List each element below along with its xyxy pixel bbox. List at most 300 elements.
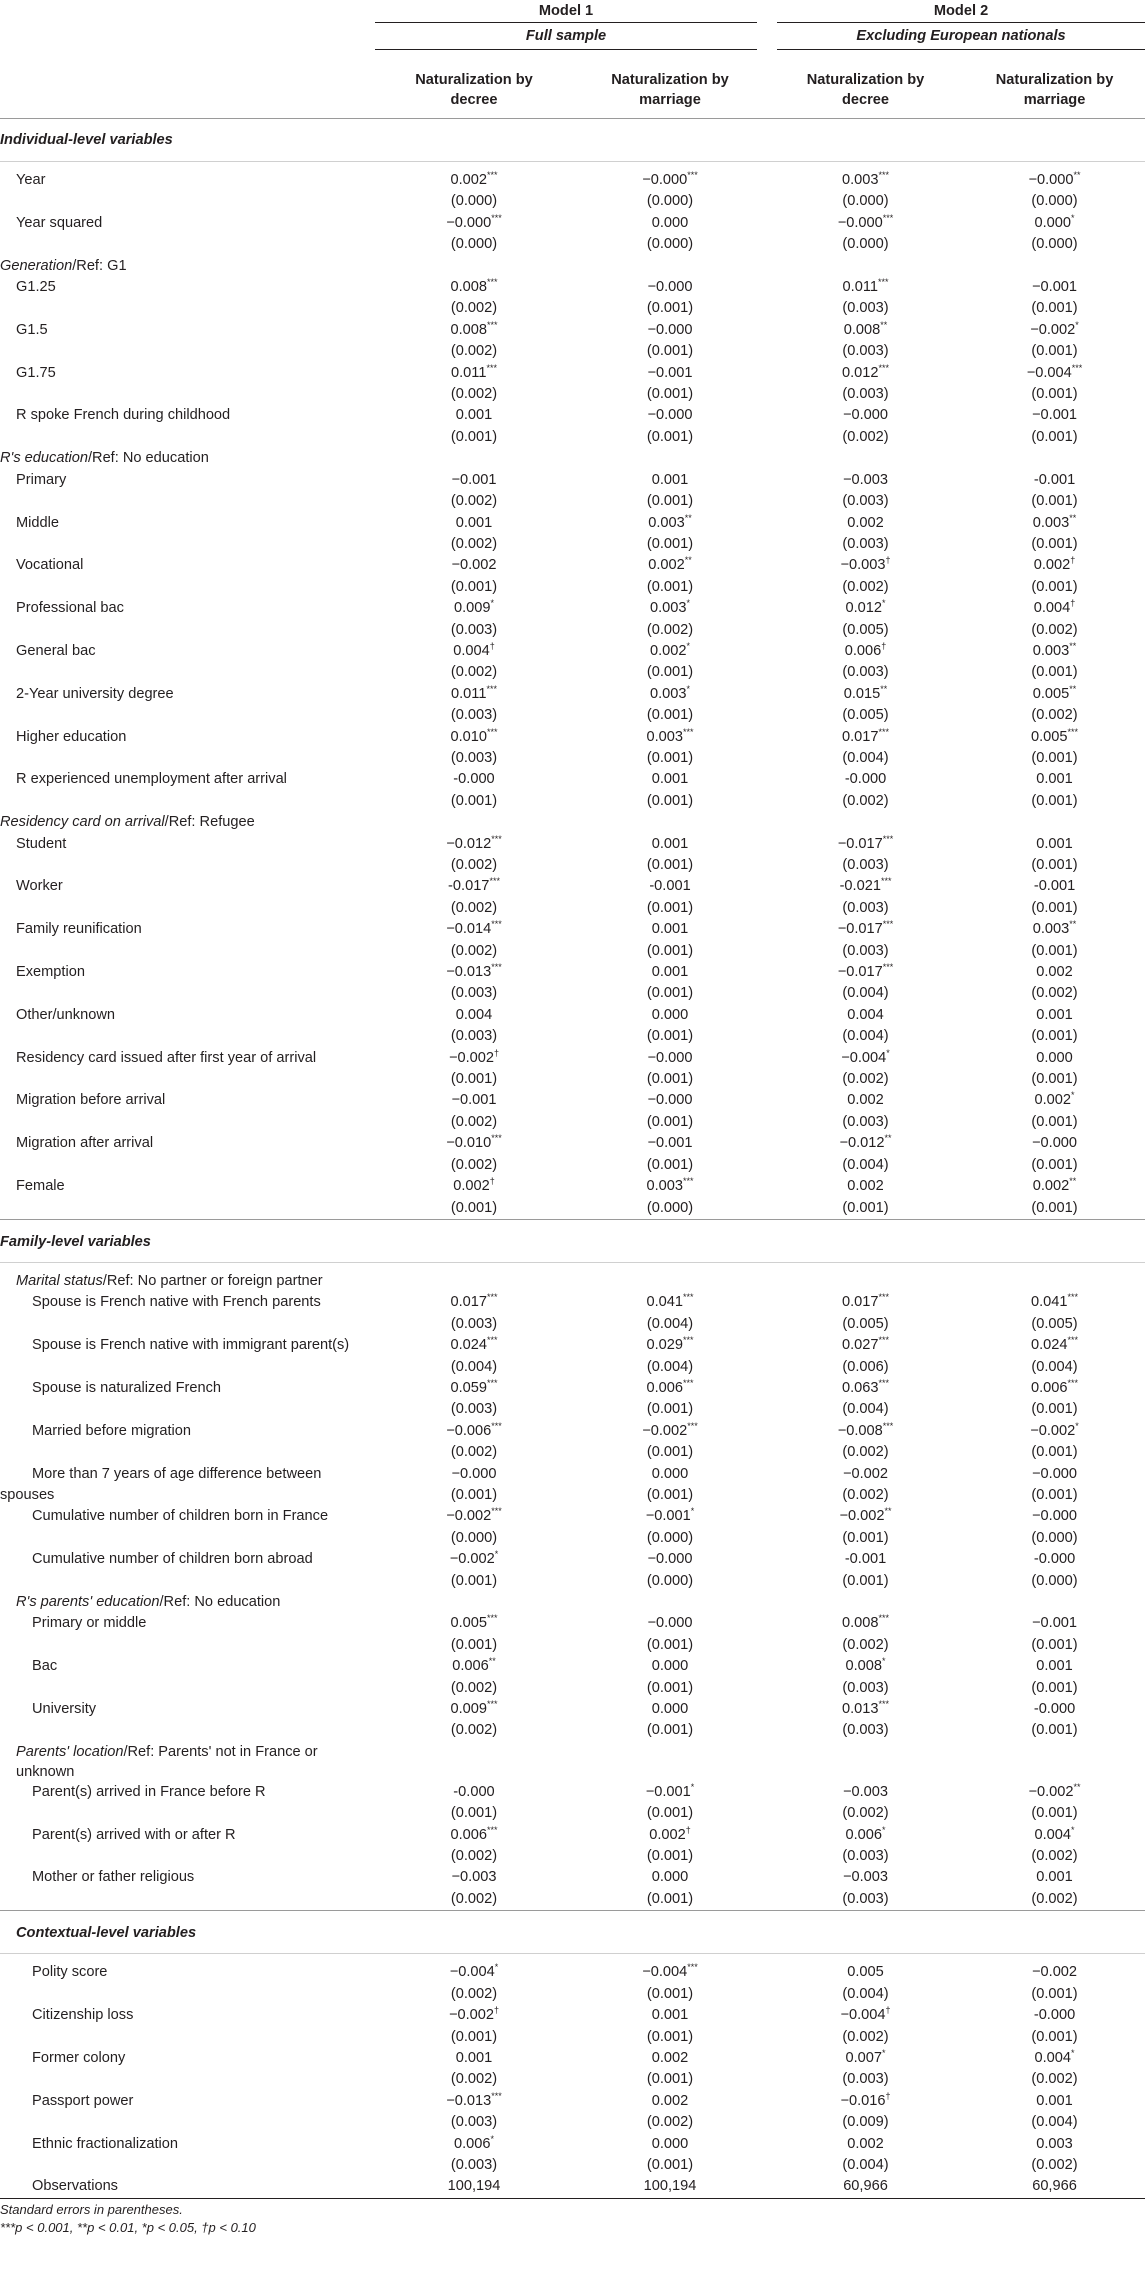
coefficient-cell: −0.016† — [840, 2090, 891, 2109]
standard-error-cell: (0.003) — [842, 1890, 889, 1907]
coefficient-cell: 0.003* — [649, 598, 691, 617]
standard-error-cell: (0.002) — [1031, 985, 1078, 1002]
se-row-french — [0, 427, 1145, 448]
standard-error-cell: (0.001) — [1031, 1636, 1078, 1653]
standard-error-cell: (0.004) — [646, 1315, 694, 1332]
group-name: Residency card on arrival — [0, 814, 165, 831]
significance-marker: *** — [683, 1335, 694, 1346]
standard-error-cell: (0.002) — [450, 2071, 498, 2088]
standard-error-cell: (0.003) — [450, 1401, 498, 1418]
standard-error-cell: (0.001) — [1031, 942, 1078, 959]
significance-marker: ** — [684, 512, 692, 523]
coefficient-cell: 0.002* — [649, 641, 691, 659]
significance-marker: *** — [1071, 362, 1083, 373]
observations-label: Observations — [0, 2176, 375, 2198]
significance-marker: *** — [878, 1335, 890, 1346]
coefficient-cell: 0.002*** — [450, 170, 498, 188]
standard-error-cell: (0.001) — [1031, 1199, 1078, 1216]
standard-error-cell: (0.000) — [450, 193, 498, 210]
coefficient-cell: −0.012*** — [446, 833, 502, 852]
coefficient-cell: −0.002* — [1030, 319, 1079, 338]
standard-error-cell: (0.001) — [1031, 493, 1078, 510]
standard-error-cell: (0.001) — [1031, 749, 1078, 766]
standard-error-cell: (0.002) — [842, 2028, 889, 2045]
coefficient-cell: -0.000 — [1033, 2007, 1076, 2024]
significance-marker: *** — [487, 1699, 498, 1710]
coefficient-cell: −0.010*** — [446, 1133, 502, 1152]
standard-error-cell: (0.005) — [842, 621, 889, 638]
standard-error-cell: (0.003) — [842, 942, 889, 959]
table-footnotes — [0, 2201, 256, 2237]
se-row-exemption — [0, 983, 1145, 1004]
coefficient-cell: −0.008*** — [837, 1420, 894, 1439]
coef-row-pbac — [0, 1656, 1145, 1677]
se-row-middle — [0, 534, 1145, 555]
coefficient-cell: 0.001 — [455, 407, 493, 424]
coefficient-cell: −0.001* — [645, 1506, 695, 1525]
coefficient-cell: 0.002 — [1036, 964, 1073, 981]
significance-marker: *** — [491, 1420, 502, 1431]
variable-label: Year squared — [16, 214, 103, 231]
coefficient-cell: 0.002 — [651, 2092, 689, 2109]
se-row-g175 — [0, 384, 1145, 405]
coefficient-cell: −0.017*** — [837, 919, 894, 938]
coefficient-cell: 0.004† — [1033, 598, 1076, 617]
coefficient-cell: −0.017*** — [837, 833, 894, 852]
standard-error-cell: (0.001) — [1031, 1401, 1078, 1418]
standard-error-cell: (0.003) — [842, 343, 889, 360]
se-row-childfr — [0, 1528, 1145, 1549]
standard-error-cell: (0.001) — [646, 899, 694, 916]
standard-error-cell: (0.003) — [450, 749, 498, 766]
standard-error-cell: (0.001) — [646, 664, 694, 681]
coefficient-cell: −0.003† — [840, 555, 891, 574]
significance-marker: † — [489, 1176, 495, 1187]
coefficient-cell: −0.017*** — [837, 962, 894, 981]
standard-error-cell: (0.001) — [646, 1071, 694, 1088]
standard-error-cell: (0.002) — [842, 1805, 889, 1822]
coefficient-cell: −0.002*** — [642, 1420, 698, 1439]
standard-error-cell: (0.001) — [646, 707, 694, 724]
coef-row-rescard — [0, 1048, 1145, 1069]
group-name: R's parents' education — [16, 1594, 160, 1610]
standard-error-cell: (0.003) — [842, 899, 889, 916]
coef-row-parbefore — [0, 1782, 1145, 1803]
significance-marker: *** — [882, 1420, 894, 1431]
significance-marker: *** — [878, 362, 890, 373]
significance-marker: ** — [880, 319, 888, 330]
standard-error-cell: (0.001) — [1031, 664, 1078, 681]
standard-error-cell: (0.003) — [450, 985, 498, 1002]
standard-error-cell: (0.002) — [1031, 621, 1078, 638]
coefficient-cell: 0.001 — [651, 471, 689, 488]
standard-error-cell: (0.001) — [646, 578, 694, 595]
coefficient-cell: 0.004 — [847, 1006, 884, 1023]
coefficient-cell: 0.004 — [455, 1006, 493, 1023]
observations-cell: 60,966 — [964, 2176, 1145, 2198]
significance-marker: * — [1071, 1090, 1075, 1101]
coefficient-cell: −0.002** — [839, 1506, 892, 1525]
standard-error-cell: (0.001) — [1031, 343, 1078, 360]
coefficient-cell: 0.011*** — [451, 683, 497, 702]
section-title: Family-level variables — [0, 1222, 1145, 1263]
coefficient-cell: −0.000 — [1032, 1465, 1078, 1482]
coefficient-cell: 0.001 — [651, 835, 689, 852]
standard-error-cell: (0.004) — [842, 1985, 889, 2002]
significance-marker: *** — [487, 1613, 498, 1624]
significance-marker: † — [489, 641, 495, 652]
column-header-row-1 — [0, 50, 1145, 71]
standard-error-cell: (0.003) — [450, 707, 498, 724]
se-row-year_sq — [0, 234, 1145, 255]
coefficient-cell: −0.002*** — [446, 1506, 502, 1525]
variable-label: Female — [16, 1178, 65, 1195]
group-name: R's education — [0, 450, 88, 467]
standard-error-cell: (0.001) — [646, 1486, 694, 1503]
coefficient-cell: 0.041*** — [1031, 1292, 1079, 1311]
standard-error-cell: (0.001) — [1031, 300, 1078, 317]
variable-label: Residency card issued after first year of arrival — [16, 1049, 317, 1066]
coefficient-cell: −0.003 — [451, 1869, 497, 1886]
standard-error-cell: (0.001) — [646, 792, 694, 809]
coefficient-cell: −0.001* — [645, 1781, 695, 1800]
coefficient-cell: −0.001 — [1032, 407, 1078, 424]
standard-error-cell: (0.001) — [1031, 1486, 1078, 1503]
se-row-family — [0, 941, 1145, 962]
coefficient-cell: −0.002† — [448, 2005, 500, 2024]
significance-marker: ** — [684, 555, 692, 566]
coef-row-unemp — [0, 769, 1145, 790]
coefficient-cell: 0.002 — [651, 2049, 689, 2066]
se-row-spouse_imm — [0, 1357, 1145, 1378]
coefficient-cell: 0.009*** — [450, 1699, 498, 1718]
coef-row-exemption — [0, 962, 1145, 983]
significance-marker: *** — [491, 1133, 502, 1144]
variable-label: Vocational — [16, 557, 84, 574]
standard-error-cell: (0.002) — [842, 1071, 889, 1088]
se-row-spouse_nat — [0, 1399, 1145, 1420]
coef-row-childab — [0, 1549, 1145, 1570]
coef-row-married — [0, 1421, 1145, 1442]
coef-row-migafter — [0, 1133, 1145, 1154]
coefficient-cell: 0.002** — [1032, 1176, 1077, 1195]
standard-error-cell: (0.002) — [842, 578, 889, 595]
coefficient-cell: −0.002** — [1028, 1781, 1081, 1800]
significance-marker: ** — [880, 683, 888, 694]
column-header-row-2 — [0, 70, 1145, 90]
coefficient-cell: 0.008*** — [450, 319, 498, 338]
significance-marker: * — [882, 1656, 886, 1667]
coefficient-cell: −0.000 — [647, 1092, 693, 1109]
coef-row-migbefore — [0, 1090, 1145, 1111]
se-row-primary — [0, 491, 1145, 512]
coefficient-cell: −0.001 — [1032, 1615, 1078, 1632]
standard-error-cell: (0.002) — [450, 1848, 498, 1865]
coef-row-polity — [0, 1962, 1145, 1983]
standard-error-cell: (0.003) — [842, 493, 889, 510]
coefficient-cell: 0.003** — [648, 512, 692, 531]
standard-error-cell: (0.000) — [842, 236, 889, 253]
standard-error-cell: (0.000) — [646, 193, 694, 210]
significance-marker: * — [690, 1781, 695, 1792]
coefficient-cell: -0.017*** — [448, 876, 500, 895]
group-reference: /Ref: No education — [159, 1594, 281, 1610]
coefficient-cell: 0.004* — [1034, 1824, 1075, 1843]
coefficient-cell: 0.006*** — [450, 1824, 498, 1843]
standard-error-cell: (0.002) — [1031, 1848, 1078, 1865]
coefficient-cell: 0.005*** — [1031, 726, 1079, 745]
coef-row-childfr — [0, 1506, 1145, 1527]
significance-marker: ** — [884, 1133, 892, 1144]
standard-error-cell: (0.000) — [1031, 193, 1078, 210]
coef-row-passport — [0, 2091, 1145, 2112]
se-row-higher — [0, 748, 1145, 769]
significance-marker: *** — [489, 876, 500, 887]
significance-marker: *** — [1067, 1378, 1079, 1389]
se-row-profbac — [0, 620, 1145, 641]
se-row-agediff — [0, 1485, 1145, 1506]
coefficient-cell: -0.000 — [453, 1783, 495, 1800]
coef-row-ethnic — [0, 2134, 1145, 2155]
standard-error-cell: (0.001) — [646, 1636, 694, 1653]
se-row-married — [0, 1442, 1145, 1463]
standard-error-cell: (0.002) — [450, 386, 498, 403]
footnote-se: Standard errors in parentheses. — [0, 2202, 183, 2217]
coef-row-student — [0, 834, 1145, 855]
standard-error-cell: (0.001) — [450, 1486, 498, 1503]
standard-error-cell: (0.001) — [646, 1722, 694, 1739]
significance-marker: *** — [487, 277, 498, 288]
coef-row-female — [0, 1176, 1145, 1197]
standard-error-cell: (0.005) — [842, 1315, 889, 1332]
standard-error-cell: (0.001) — [646, 749, 694, 766]
coefficient-cell: −0.000** — [1028, 170, 1081, 188]
coefficient-cell: −0.013*** — [446, 962, 502, 981]
coefficient-cell: −0.000 — [647, 1551, 693, 1568]
significance-marker: *** — [877, 277, 889, 288]
variable-label: 2-Year university degree — [16, 685, 174, 702]
significance-marker: *** — [487, 1292, 498, 1303]
variable-label: Migration before arrival — [16, 1092, 166, 1109]
se-row-vocational — [0, 577, 1145, 598]
coef-row-french — [0, 405, 1145, 426]
se-row-parwith — [0, 1846, 1145, 1867]
significance-marker: *** — [882, 919, 894, 930]
coefficient-cell: −0.001 — [451, 1092, 497, 1109]
group-row-marital — [0, 1271, 1145, 1292]
column-header-row-3 — [0, 90, 1145, 110]
standard-error-cell: (0.001) — [1031, 428, 1078, 445]
standard-error-cell: (0.001) — [646, 1444, 694, 1461]
standard-error-cell: (0.001) — [646, 942, 694, 959]
significance-marker: * — [1071, 1824, 1075, 1835]
standard-error-cell: (0.002) — [450, 1890, 498, 1907]
variable-label: Year — [16, 172, 46, 188]
significance-marker: *** — [491, 833, 502, 844]
standard-error-cell: (0.000) — [646, 1199, 694, 1216]
standard-error-cell: (0.003) — [842, 664, 889, 681]
variable-label: Primary — [16, 471, 67, 488]
group-reference: /Ref: No partner or foreign partner — [102, 1272, 323, 1289]
coefficient-cell: 0.006* — [845, 1824, 886, 1843]
coef-row-religious — [0, 1867, 1145, 1888]
coefficient-cell: −0.000 — [647, 321, 693, 338]
section-title: Contextual-level variables — [0, 1913, 1145, 1954]
coefficient-cell: −0.000 — [647, 407, 693, 424]
standard-error-cell: (0.002) — [450, 1985, 498, 2002]
significance-marker: *** — [491, 212, 502, 223]
significance-marker: † — [1070, 598, 1076, 609]
coefficient-cell: 0.012*** — [841, 362, 890, 381]
coefficient-cell: 0.003*** — [646, 1176, 694, 1195]
coefficient-cell: −0.003 — [842, 471, 889, 488]
coefficient-cell: 0.000 — [651, 1658, 689, 1675]
se-row-genbac — [0, 662, 1145, 683]
significance-marker: *** — [878, 726, 890, 737]
significance-marker: *** — [878, 1378, 890, 1389]
coef-row-year — [0, 170, 1145, 191]
coefficient-cell: 0.063*** — [841, 1378, 890, 1396]
standard-error-cell: (0.002) — [450, 664, 498, 681]
standard-error-cell: (0.001) — [450, 1805, 498, 1822]
significance-marker: *** — [491, 962, 502, 973]
coefficient-cell: 0.001 — [1036, 1006, 1073, 1023]
standard-error-cell: (0.002) — [450, 1156, 498, 1173]
coefficient-cell: 0.003** — [1032, 919, 1077, 938]
significance-marker: * — [1075, 319, 1079, 330]
standard-error-cell: (0.001) — [450, 1572, 498, 1589]
standard-error-cell: (0.003) — [450, 1028, 498, 1045]
significance-marker: ** — [1073, 170, 1081, 181]
coefficient-cell: 0.017*** — [841, 1292, 890, 1311]
variable-label: Mother or father religious — [32, 1869, 195, 1886]
significance-marker: *** — [687, 1420, 698, 1431]
group-label — [0, 256, 375, 277]
standard-error-cell: (0.000) — [646, 236, 694, 253]
coefficient-cell: −0.002* — [449, 1549, 499, 1568]
standard-error-cell: (0.000) — [1031, 1572, 1078, 1589]
standard-error-cell: (0.003) — [842, 1679, 889, 1696]
col3-header-line1: Naturalization by — [806, 72, 925, 88]
significance-marker: † — [885, 555, 891, 566]
standard-error-cell: (0.001) — [450, 578, 498, 595]
se-row-passport — [0, 2112, 1145, 2133]
coefficient-cell: -0.001 — [844, 1551, 887, 1568]
standard-error-cell: (0.004) — [646, 1358, 694, 1375]
coefficient-cell: 0.000 — [651, 1869, 689, 1886]
variable-label: Former colony — [32, 2049, 126, 2066]
coefficient-cell: 0.004* — [1034, 2048, 1075, 2066]
coefficient-cell: 0.006† — [844, 641, 887, 659]
model1-header: Model 1 — [375, 0, 767, 23]
significance-marker: * — [490, 598, 495, 609]
coefficient-cell: −0.003 — [842, 1783, 889, 1800]
coefficient-cell: −0.000 — [1032, 1508, 1078, 1525]
standard-error-cell: (0.001) — [450, 1071, 498, 1088]
coefficient-cell: −0.002† — [448, 1047, 500, 1066]
standard-error-cell: (0.003) — [842, 1113, 889, 1130]
significance-marker: *** — [880, 876, 892, 887]
group-row-residency — [0, 812, 1145, 833]
coefficient-cell: 0.001 — [455, 2049, 493, 2066]
significance-marker: ** — [1069, 1176, 1077, 1187]
coefficient-cell: 0.001 — [1036, 1658, 1073, 1675]
significance-marker: ** — [1069, 641, 1077, 652]
standard-error-cell: (0.002) — [1031, 2156, 1078, 2173]
coefficient-cell: 0.012* — [845, 598, 886, 617]
coefficient-cell: 0.001 — [1036, 2092, 1073, 2109]
coefficient-cell: 0.002† — [649, 1824, 691, 1843]
coefficient-cell: 0.006** — [452, 1656, 496, 1675]
standard-error-cell: (0.001) — [842, 1572, 889, 1589]
significance-marker: ** — [884, 1506, 892, 1517]
se-row-pbac — [0, 1678, 1145, 1699]
standard-error-cell: (0.002) — [450, 1113, 498, 1130]
coefficient-cell: −0.006*** — [446, 1420, 502, 1439]
standard-error-cell: (0.001) — [1031, 1113, 1078, 1130]
coefficient-cell: 0.001 — [1036, 1869, 1073, 1886]
section-spacer — [0, 1954, 1145, 1963]
se-row-female — [0, 1198, 1145, 1220]
coefficient-cell: 0.001 — [455, 514, 493, 531]
standard-error-cell: (0.001) — [646, 1848, 694, 1865]
se-row-migafter — [0, 1155, 1145, 1176]
coefficient-cell: −0.000*** — [837, 212, 894, 231]
coefficient-cell: −0.000 — [451, 1465, 497, 1482]
standard-error-cell: (0.001) — [1031, 899, 1078, 916]
coef-row-pprim — [0, 1613, 1145, 1634]
standard-error-cell: (0.001) — [646, 985, 694, 1002]
standard-error-cell: (0.001) — [1031, 1985, 1078, 2002]
section-row-family — [0, 1222, 1145, 1263]
coefficient-cell: 0.000 — [651, 1465, 689, 1482]
col1-header-line1: Naturalization by — [415, 72, 533, 88]
standard-error-cell: (0.002) — [842, 428, 889, 445]
standard-error-cell: (0.002) — [450, 899, 498, 916]
coefficient-cell: 0.059*** — [450, 1378, 498, 1396]
standard-error-cell: (0.004) — [842, 749, 889, 766]
variable-label: R experienced unemployment after arrival — [16, 771, 287, 788]
significance-marker: † — [494, 1047, 500, 1058]
standard-error-cell: (0.002) — [450, 857, 498, 873]
coefficient-cell: 0.003 — [1036, 2135, 1073, 2152]
variable-label: Professional bac — [16, 600, 124, 617]
significance-marker: *** — [882, 962, 894, 973]
coefficient-cell: 0.002† — [453, 1176, 495, 1195]
model1-subheader: Full sample — [375, 23, 767, 50]
standard-error-cell: (0.003) — [842, 535, 889, 552]
coef-row-spouse_nat — [0, 1378, 1145, 1399]
coefficient-cell: 0.027*** — [841, 1335, 890, 1354]
standard-error-cell: (0.001) — [1031, 792, 1078, 809]
group-label — [0, 1271, 375, 1292]
section-row-individual — [0, 119, 1145, 162]
significance-marker: *** — [487, 319, 498, 330]
coefficient-cell: -0.000 — [1033, 1551, 1076, 1568]
variable-label: Spouse is naturalized French — [32, 1379, 222, 1396]
significance-marker: * — [494, 1962, 499, 1973]
col2-header-line1: Naturalization by — [611, 72, 729, 88]
standard-error-cell: (0.000) — [450, 1529, 498, 1546]
standard-error-cell: (0.001) — [450, 2028, 498, 2045]
model-subheader-row — [0, 23, 1145, 50]
variable-label-cont: spouses — [0, 1486, 55, 1503]
standard-error-cell: (0.001) — [1031, 1444, 1078, 1461]
coef-row-agediff — [0, 1464, 1145, 1485]
coefficient-cell: 0.008** — [843, 319, 888, 338]
significance-marker: * — [686, 598, 691, 609]
variable-label: G1.5 — [16, 321, 48, 338]
